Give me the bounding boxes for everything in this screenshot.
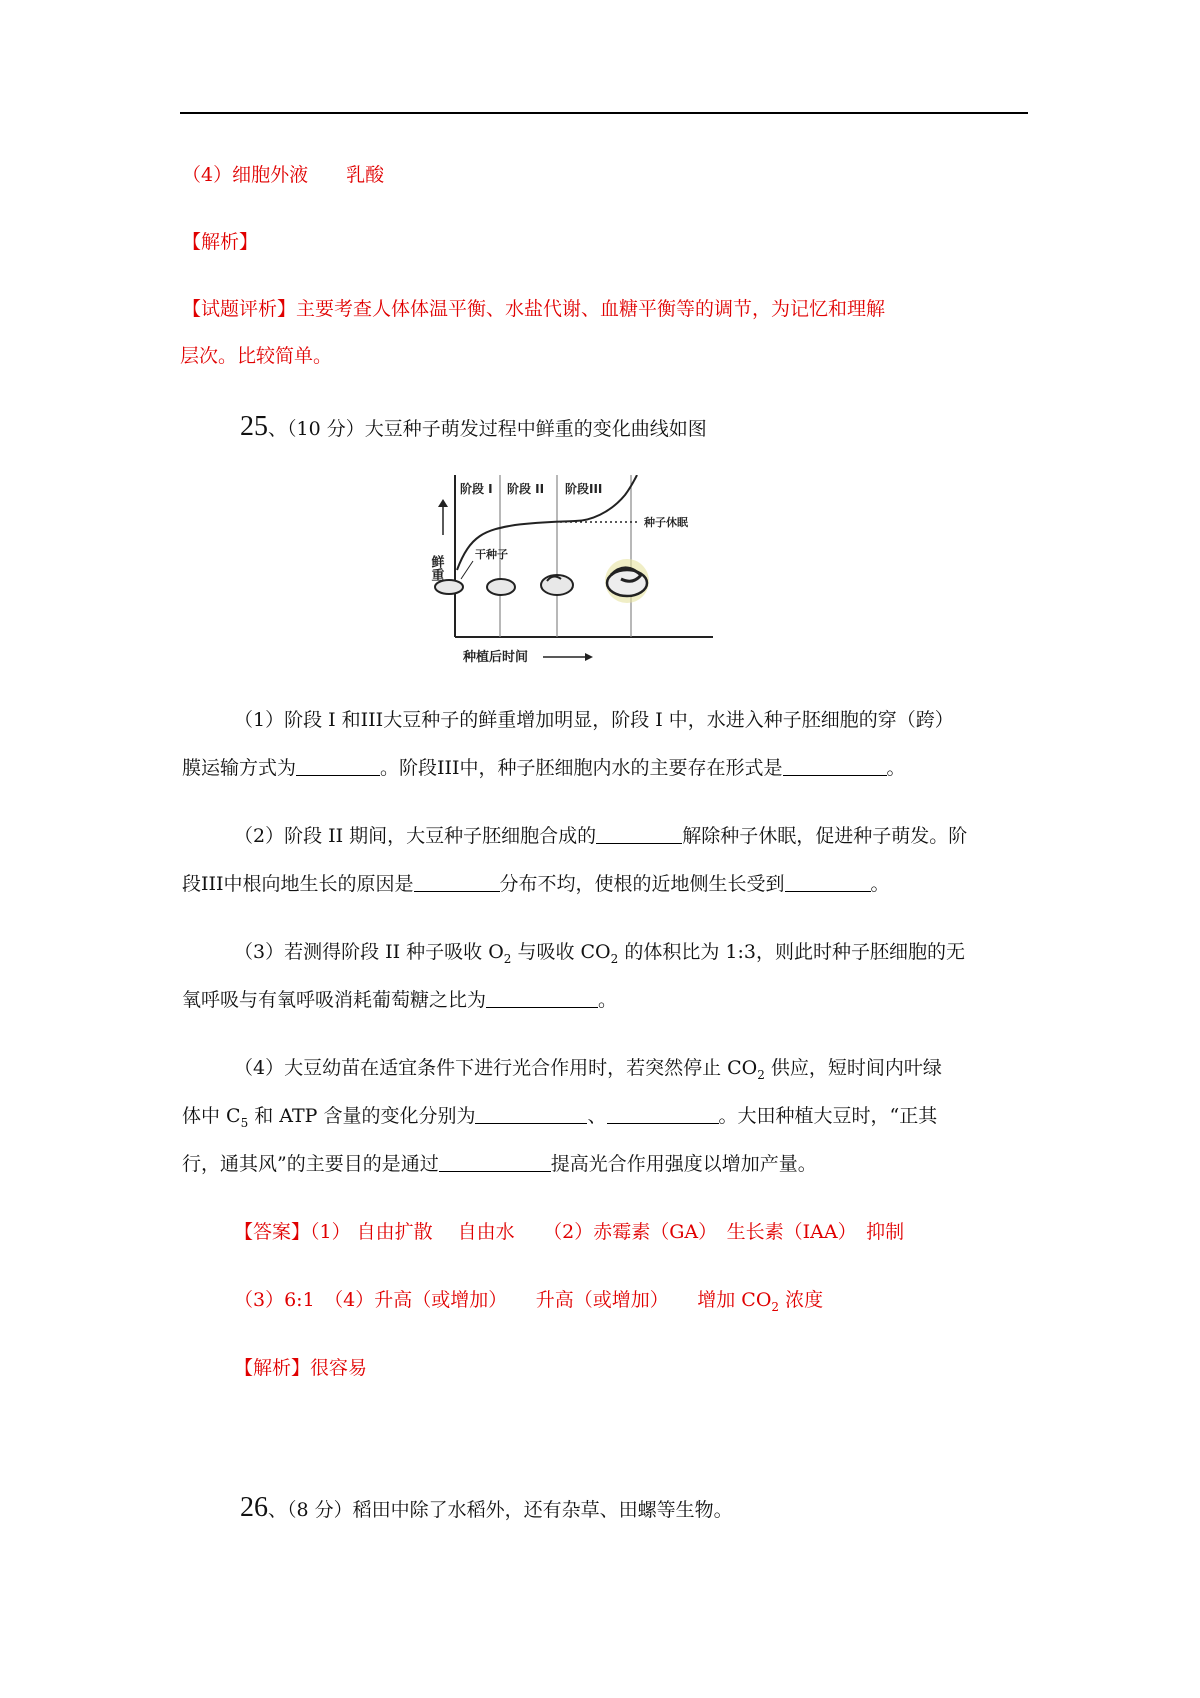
q25-p4-line-3 — [182, 1149, 1032, 1176]
q25-title: 、（10 分）大豆种子萌发过程中鲜重的变化曲线如图 — [268, 418, 707, 440]
q25-p3-text-b: 与吸收 CO — [511, 941, 611, 963]
prev-answer-line — [182, 160, 1032, 187]
answer-blank[interactable] — [414, 871, 500, 892]
q25-jiexi-text: 很容易 — [310, 1357, 368, 1379]
q26-title: 、（8 分）稻田中除了水稻外，还有杂草、田螺等生物。 — [268, 1499, 733, 1521]
q25-p4-text-c: 体中 C — [182, 1105, 241, 1127]
q25-p2-line-2 — [182, 869, 1032, 896]
q25-jiexi-label: 【解析】 — [234, 1357, 311, 1379]
seed-stage2-icon — [541, 575, 573, 595]
co2-subscript: 2 — [610, 951, 619, 966]
q25-answer-line-2 — [234, 1285, 1084, 1314]
answer-blank[interactable] — [596, 823, 682, 844]
c5-subscript: 5 — [240, 1115, 249, 1130]
q25-p4-line-2 — [182, 1101, 1032, 1130]
q25-p1-line-2 — [182, 753, 1032, 780]
dry-seed-label: 干种子 — [475, 548, 508, 561]
answer-blank[interactable] — [785, 871, 871, 892]
q25-p3-line-2 — [182, 985, 1032, 1012]
q25-p4-text-e: 、 — [587, 1105, 607, 1127]
q25-p2-text-e: 。 — [870, 873, 890, 895]
co2-subscript: 2 — [757, 1067, 765, 1082]
q25-p2-text-d: 分布不均，使根的近地侧生长受到 — [499, 873, 785, 895]
q25-p3-text-d: 氧呼吸与有氧呼吸消耗葡萄糖之比为 — [182, 989, 487, 1011]
q25-jiexi-line — [234, 1353, 1084, 1380]
answer-blank[interactable] — [475, 1103, 587, 1124]
o2-subscript: 2 — [503, 951, 512, 966]
q25-p1-text-a: 膜运输方式为 — [182, 757, 297, 779]
q25-p4-text-a: （4）大豆幼苗在适宜条件下进行光合作用时，若突然停止 CO — [234, 1057, 758, 1079]
shiti-line-2: 层次。比较简单。 — [180, 345, 333, 367]
q25-p1-text-b: 。阶段III中，种子胚细胞内水的主要存在形式是 — [380, 757, 783, 779]
answer-blank[interactable] — [783, 755, 887, 776]
q25-heading — [240, 411, 1090, 443]
answer-blank[interactable] — [486, 987, 598, 1008]
q25-p2-line-1 — [234, 821, 1084, 848]
q25-p1-text-c: 。 — [886, 757, 906, 779]
q25-answer-text-a: （3）6:1 （4）升高（或增加） 升高（或增加） 增加 CO — [234, 1289, 772, 1311]
q25-p2-text-a: （2）阶段 II 期间，大豆种子胚细胞合成的 — [234, 825, 597, 847]
answer-blank[interactable] — [607, 1103, 719, 1124]
q25-p1-line-1: （1）阶段 I 和III大豆种子的鲜重增加明显，阶段 I 中，水进入种子胚细胞的穿（跨） — [234, 709, 954, 731]
q25-p3-text-e: 。 — [598, 989, 618, 1011]
q25-p3-text-c: 的体积比为 1:3，则此时种子胚细胞的无 — [618, 941, 965, 963]
co2-subscript: 2 — [771, 1299, 780, 1314]
shiti-label: 【试题评析】 — [182, 298, 297, 320]
answer-blank[interactable] — [296, 755, 380, 776]
germination-figure — [425, 475, 715, 670]
q25-p4-text-b: 供应，短时间内叶绿 — [764, 1057, 942, 1079]
q25-p4-text-g: 行，通其风”的主要目的是通过 — [182, 1153, 439, 1175]
x-axis-label: 种植后时间 — [463, 650, 529, 665]
stage-3-label: 阶段III — [565, 482, 603, 496]
q25-number: 25 — [240, 411, 268, 442]
q25-p3-line-1 — [234, 937, 1084, 966]
q25-p4-line-1 — [234, 1053, 1084, 1082]
q25-p4-text-h: 提高光合作用强度以增加产量。 — [550, 1153, 817, 1175]
dormancy-label: 种子休眠 — [644, 516, 688, 529]
q26-heading — [240, 1492, 1090, 1524]
q26-number: 26 — [240, 1492, 268, 1523]
prev-answer-label: （4）细胞外液 — [182, 164, 309, 186]
seed-stage1-icon — [487, 579, 515, 595]
seed-dry-icon — [435, 580, 463, 594]
jiexi-heading: 【解析】 — [182, 231, 259, 253]
q25-p2-text-b: 解除种子休眠，促进种子萌发。阶 — [682, 825, 968, 847]
stage-2-label: 阶段 II — [507, 482, 545, 496]
q25-p4-text-f: 。大田种植大豆时，“正其 — [718, 1105, 938, 1127]
y-axis-label: 鲜重 — [428, 555, 444, 581]
q25-answer-line-1: 【答案】（1） 自由扩散 自由水 （2）赤霉素（GA） 生长素（IAA） 抑制 — [234, 1221, 905, 1243]
prev-answer-value: 乳酸 — [346, 164, 385, 186]
stage-1-label: 阶段 I — [460, 482, 493, 496]
header-rule — [180, 112, 1028, 114]
q25-answer-text-b: 浓度 — [779, 1289, 824, 1311]
q25-p2-text-c: 段III中根向地生长的原因是 — [182, 873, 414, 895]
shiti-line-1 — [182, 294, 1032, 321]
figure-background — [425, 475, 715, 670]
q25-p3-text-a: （3）若测得阶段 II 种子吸收 O — [234, 941, 504, 963]
answer-blank[interactable] — [439, 1151, 551, 1172]
q25-p4-text-d: 和 ATP 含量的变化分别为 — [248, 1105, 476, 1127]
shiti-text-1: 主要考查人体体温平衡、水盐代谢、血糖平衡等的调节，为记忆和理解 — [296, 298, 886, 320]
